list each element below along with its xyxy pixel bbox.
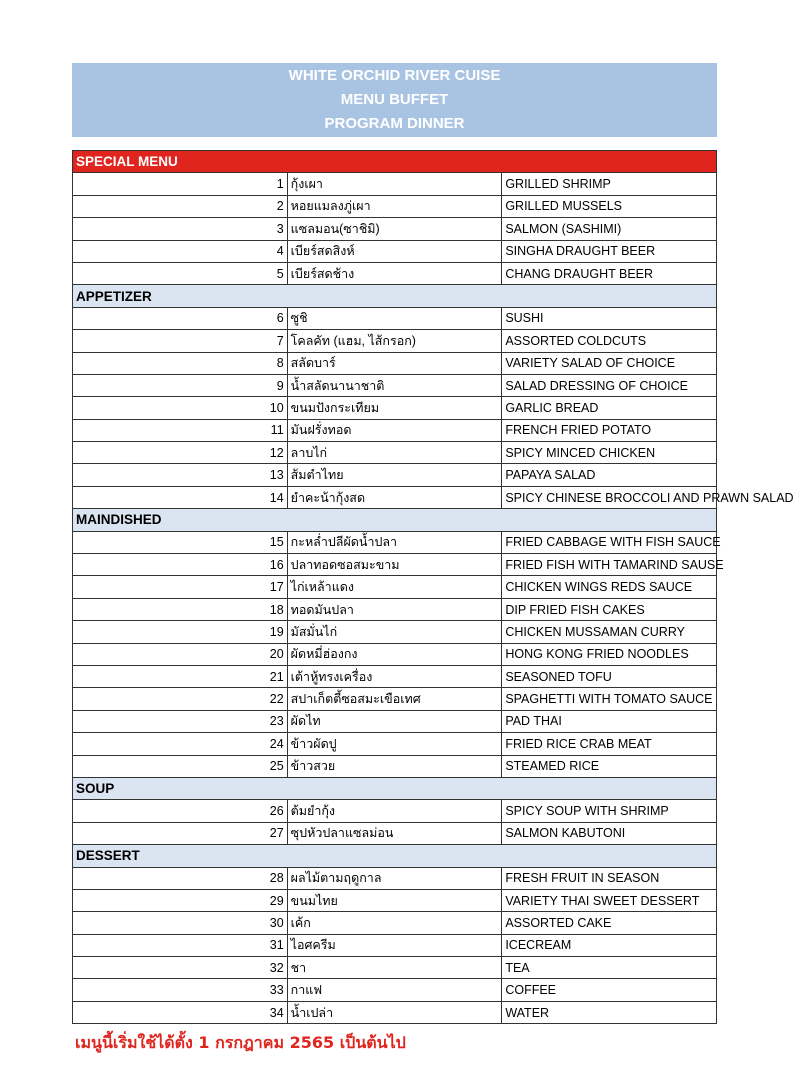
item-english-name: SPICY SOUP WITH SHRIMP xyxy=(502,800,717,822)
item-number: 18 xyxy=(73,598,288,620)
menu-item-row xyxy=(73,912,717,934)
item-thai-name: แซลมอน(ซาชิมิ) xyxy=(287,218,502,240)
item-number: 1 xyxy=(73,173,288,195)
item-number: 29 xyxy=(73,889,288,911)
item-english-name: GRILLED SHRIMP xyxy=(502,173,717,195)
item-thai-name: มัสมั่นไก่ xyxy=(287,621,502,643)
item-thai-name: สลัดบาร์ xyxy=(287,352,502,374)
menu-item-row xyxy=(73,173,717,195)
item-english-name: ASSORTED COLDCUTS xyxy=(502,330,717,352)
item-english-name: COFFEE xyxy=(502,979,717,1001)
section-header-row xyxy=(73,285,717,307)
item-number: 27 xyxy=(73,822,288,844)
item-english-name: GARLIC BREAD xyxy=(502,397,717,419)
item-number: 11 xyxy=(73,419,288,441)
item-thai-name: ซูชิ xyxy=(287,307,502,329)
menu-item-row xyxy=(73,755,717,777)
menu-item-row xyxy=(73,397,717,419)
item-number: 30 xyxy=(73,912,288,934)
item-english-name: SUSHI xyxy=(502,307,717,329)
section-header-row xyxy=(73,151,717,173)
item-thai-name: โคลคัท (แฮม, ไส้กรอก) xyxy=(287,330,502,352)
item-thai-name: ผัดไท xyxy=(287,710,502,732)
item-thai-name: เบียร์สดช้าง xyxy=(287,262,502,284)
section-header-row xyxy=(73,777,717,799)
item-thai-name: ข้าวสวย xyxy=(287,755,502,777)
menu-item-row xyxy=(73,598,717,620)
item-number: 21 xyxy=(73,665,288,687)
item-english-name: ASSORTED CAKE xyxy=(502,912,717,934)
menu-item-row xyxy=(73,822,717,844)
section-title: SPECIAL MENU xyxy=(73,151,717,173)
footer-note: เมนูนี้เริ่มใช้ได้ตั้ง 1 กรกฎาคม 2565 เป็นต้นไป xyxy=(75,1033,406,1052)
menu-item-row xyxy=(73,733,717,755)
item-thai-name: น้ำสลัดนานาชาติ xyxy=(287,374,502,396)
item-english-name: SEASONED TOFU xyxy=(502,665,717,687)
header-title: WHITE ORCHID RIVER CUISE xyxy=(288,67,501,84)
item-number: 32 xyxy=(73,957,288,979)
menu-item-row xyxy=(73,643,717,665)
menu-item-row xyxy=(73,531,717,553)
item-number: 9 xyxy=(73,374,288,396)
item-number: 22 xyxy=(73,688,288,710)
menu-item-row xyxy=(73,621,717,643)
item-thai-name: หอยแมลงภู่เผา xyxy=(287,195,502,217)
item-thai-name: ต้มยำกุ้ง xyxy=(287,800,502,822)
item-thai-name: กะหล่ำปลีผัดน้ำปลา xyxy=(287,531,502,553)
item-number: 6 xyxy=(73,307,288,329)
item-number: 7 xyxy=(73,330,288,352)
item-number: 26 xyxy=(73,800,288,822)
section-title: DESSERT xyxy=(73,845,717,867)
item-english-name: FRIED RICE CRAB MEAT xyxy=(502,733,717,755)
item-english-name: SINGHA DRAUGHT BEER xyxy=(502,240,717,262)
menu-item-row xyxy=(73,957,717,979)
item-english-name: FRIED FISH WITH TAMARIND SAUSE xyxy=(502,554,717,576)
item-number: 15 xyxy=(73,531,288,553)
item-english-name: SALMON KABUTONI xyxy=(502,822,717,844)
section-header-row xyxy=(73,509,717,531)
item-number: 13 xyxy=(73,464,288,486)
item-thai-name: ไก่เหล้าแดง xyxy=(287,576,502,598)
item-thai-name: ส้มตำไทย xyxy=(287,464,502,486)
menu-item-row xyxy=(73,374,717,396)
item-english-name: GRILLED MUSSELS xyxy=(502,195,717,217)
item-english-name: CHICKEN MUSSAMAN CURRY xyxy=(502,621,717,643)
item-thai-name: กุ้งเผา xyxy=(287,173,502,195)
item-thai-name: ซุปหัวปลาแซลม่อน xyxy=(287,822,502,844)
menu-item-row xyxy=(73,665,717,687)
item-number: 34 xyxy=(73,1001,288,1023)
item-thai-name: ขนมไทย xyxy=(287,889,502,911)
item-number: 31 xyxy=(73,934,288,956)
item-number: 5 xyxy=(73,262,288,284)
item-number: 33 xyxy=(73,979,288,1001)
item-number: 24 xyxy=(73,733,288,755)
menu-header xyxy=(72,63,717,137)
item-english-name: SPICY CHINESE BROCCOLI AND PRAWN SALAD xyxy=(502,486,717,508)
item-number: 17 xyxy=(73,576,288,598)
item-number: 28 xyxy=(73,867,288,889)
item-thai-name: สปาเก็ตตี้ซอสมะเขือเทศ xyxy=(287,688,502,710)
menu-item-row xyxy=(73,330,717,352)
menu-item-row xyxy=(73,867,717,889)
item-english-name: TEA xyxy=(502,957,717,979)
item-thai-name: มันฝรั่งทอด xyxy=(287,419,502,441)
menu-item-row xyxy=(73,889,717,911)
item-thai-name: ผัดหมี่ฮ่องกง xyxy=(287,643,502,665)
item-english-name: WATER xyxy=(502,1001,717,1023)
item-english-name: SPAGHETTI WITH TOMATO SAUCE xyxy=(502,688,717,710)
item-number: 3 xyxy=(73,218,288,240)
item-number: 25 xyxy=(73,755,288,777)
menu-item-row xyxy=(73,240,717,262)
item-thai-name: เค้ก xyxy=(287,912,502,934)
menu-table xyxy=(72,150,794,1024)
header-program: PROGRAM DINNER xyxy=(324,115,465,132)
item-number: 10 xyxy=(73,397,288,419)
item-number: 4 xyxy=(73,240,288,262)
menu-item-row xyxy=(73,442,717,464)
section-title: SOUP xyxy=(73,777,717,799)
menu-item-row xyxy=(73,419,717,441)
item-thai-name: ยำคะน้ากุ้งสด xyxy=(287,486,502,508)
item-english-name: ICECREAM xyxy=(502,934,717,956)
item-english-name: PAPAYA SALAD xyxy=(502,464,717,486)
menu-item-row xyxy=(73,688,717,710)
section-title: APPETIZER xyxy=(73,285,717,307)
section-header-row xyxy=(73,845,717,867)
item-english-name: VARIETY SALAD OF CHOICE xyxy=(502,352,717,374)
item-number: 19 xyxy=(73,621,288,643)
menu-item-row xyxy=(73,218,717,240)
menu-item-row xyxy=(73,307,717,329)
item-thai-name: ขนมปังกระเทียม xyxy=(287,397,502,419)
item-number: 23 xyxy=(73,710,288,732)
menu-item-row xyxy=(73,262,717,284)
item-thai-name: ผลไม้ตามฤดูกาล xyxy=(287,867,502,889)
item-english-name: FRENCH FRIED POTATO xyxy=(502,419,717,441)
menu-item-row xyxy=(73,554,717,576)
menu-item-row xyxy=(73,486,717,508)
item-english-name: PAD THAI xyxy=(502,710,717,732)
item-english-name: STEAMED RICE xyxy=(502,755,717,777)
section-title: MAINDISHED xyxy=(73,509,717,531)
item-english-name: FRIED CABBAGE WITH FISH SAUCE xyxy=(502,531,717,553)
menu-item-row xyxy=(73,195,717,217)
item-english-name: SPICY MINCED CHICKEN xyxy=(502,442,717,464)
item-english-name: FRESH FRUIT IN SEASON xyxy=(502,867,717,889)
menu-item-row xyxy=(73,979,717,1001)
item-number: 14 xyxy=(73,486,288,508)
item-thai-name: กาแฟ xyxy=(287,979,502,1001)
item-english-name: SALMON (SASHIMI) xyxy=(502,218,717,240)
item-number: 8 xyxy=(73,352,288,374)
item-english-name: HONG KONG FRIED NOODLES xyxy=(502,643,717,665)
menu-item-row xyxy=(73,710,717,732)
item-english-name: CHANG DRAUGHT BEER xyxy=(502,262,717,284)
item-english-name: DIP FRIED FISH CAKES xyxy=(502,598,717,620)
header-subtitle: MENU BUFFET xyxy=(340,91,449,108)
menu-item-row xyxy=(73,934,717,956)
item-number: 16 xyxy=(73,554,288,576)
item-thai-name: ลาบไก่ xyxy=(287,442,502,464)
menu-item-row xyxy=(73,464,717,486)
item-thai-name: ชา xyxy=(287,957,502,979)
item-english-name: VARIETY THAI SWEET DESSERT xyxy=(502,889,717,911)
item-thai-name: ไอศครีม xyxy=(287,934,502,956)
item-number: 12 xyxy=(73,442,288,464)
item-thai-name: น้ำเปล่า xyxy=(287,1001,502,1023)
menu-item-row xyxy=(73,800,717,822)
item-thai-name: เบียร์สดสิงห์ xyxy=(287,240,502,262)
item-thai-name: เต้าหู้ทรงเครื่อง xyxy=(287,665,502,687)
menu-body xyxy=(73,151,794,1024)
item-number: 20 xyxy=(73,643,288,665)
item-thai-name: ปลาทอดซอสมะขาม xyxy=(287,554,502,576)
item-english-name: SALAD DRESSING OF CHOICE xyxy=(502,374,717,396)
item-number: 2 xyxy=(73,195,288,217)
item-thai-name: ทอดมันปลา xyxy=(287,598,502,620)
item-thai-name: ข้าวผัดปู xyxy=(287,733,502,755)
menu-item-row xyxy=(73,576,717,598)
menu-item-row xyxy=(73,1001,717,1023)
menu-item-row xyxy=(73,352,717,374)
item-english-name: CHICKEN WINGS REDS SAUCE xyxy=(502,576,717,598)
